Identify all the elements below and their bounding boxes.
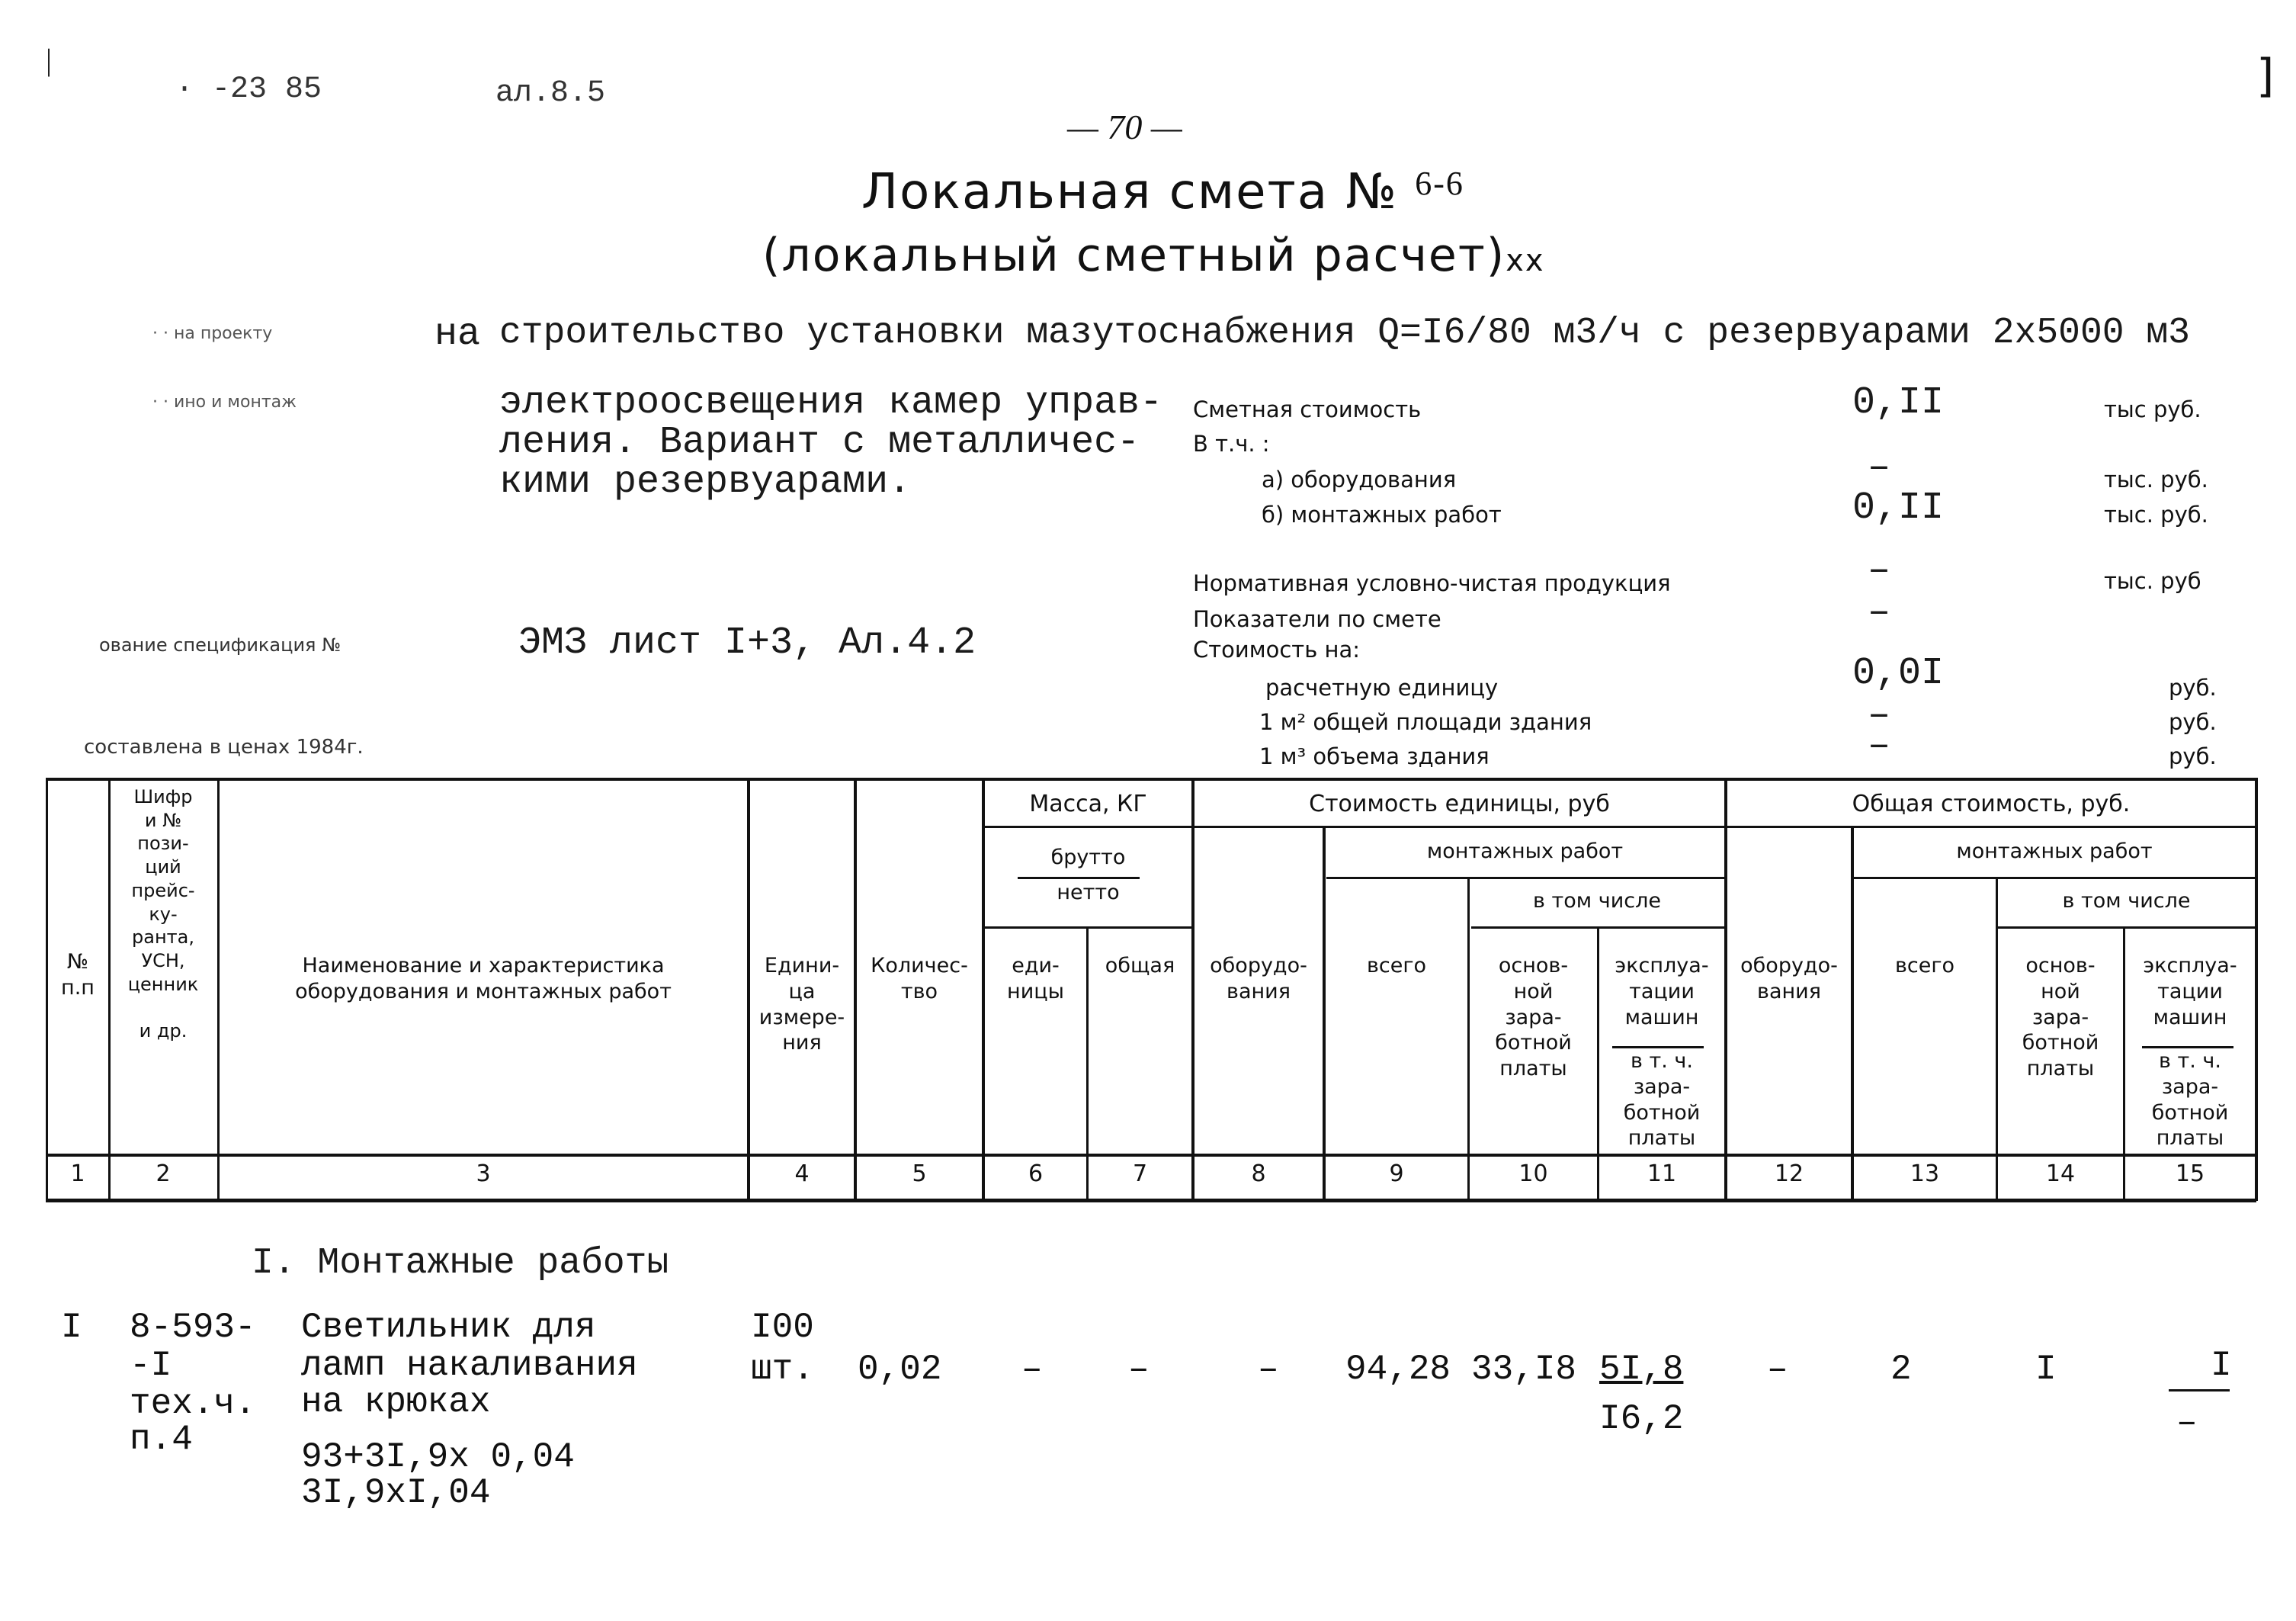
object-label: · · на проекту xyxy=(152,324,273,343)
volume-label: 1 м³ объема здания xyxy=(1259,743,1490,769)
right-margin-mark: ] xyxy=(2256,50,2275,103)
row-name-line: на крюках xyxy=(301,1382,491,1422)
col-number: 1 xyxy=(70,1160,85,1187)
col-header-mass-unit: еди- ницы xyxy=(1007,954,1064,1003)
row-formula-line: 93+3I,9x 0,04 xyxy=(301,1437,575,1477)
col-header-no: № п.п xyxy=(61,950,95,1000)
col-header-mass-total: общая xyxy=(1105,954,1175,977)
area-label: 1 м² общей площади здания xyxy=(1259,709,1592,735)
row-quantity: 0,02 xyxy=(858,1350,942,1389)
row-machines-unit: 5I,8 xyxy=(1599,1350,1684,1389)
estimated-cost-label: Сметная стоимость xyxy=(1193,396,1422,422)
equipment-label: а) оборудования xyxy=(1262,467,1457,493)
specification-label: ованиe спецификация № xyxy=(99,634,342,656)
col-header-machines-wage-unit: в т. ч. зара- ботной платы xyxy=(1623,1049,1701,1151)
total-cost-header: Общая стоимость, руб. xyxy=(1852,791,2131,817)
row-name-line: Светильник для xyxy=(301,1308,596,1347)
row-machines-wage-unit: I6,2 xyxy=(1599,1399,1684,1439)
specification-value: ЭМЗ лист I+3, Ал.4.2 xyxy=(518,621,976,665)
row-code-line: 8-593- xyxy=(130,1308,256,1347)
incl-header-unit: в том числе xyxy=(1533,889,1661,913)
col-header-machines-total: эксплуа- тации машин xyxy=(2143,954,2237,1029)
col-number: 14 xyxy=(2045,1160,2076,1187)
row-code-line: п.4 xyxy=(130,1420,193,1459)
work-label: · · ино и монтаж xyxy=(152,393,297,412)
area-value: – xyxy=(1868,694,1891,737)
indicators-label: Показатели по смете xyxy=(1193,606,1441,632)
col-number: 6 xyxy=(1028,1160,1044,1187)
col-number: 12 xyxy=(1774,1160,1804,1187)
col-number: 9 xyxy=(1389,1160,1404,1187)
row-number: I xyxy=(61,1308,82,1347)
estimate-number: 6-6 xyxy=(1415,165,1464,202)
installation-value: 0,II xyxy=(1852,486,1945,530)
col-number: 8 xyxy=(1251,1160,1266,1187)
row-total-total: 2 xyxy=(1890,1350,1912,1389)
unit-cost-header: Стоимость единицы, руб xyxy=(1309,791,1610,817)
row-code-line: тех.ч. xyxy=(130,1384,256,1424)
row-mass-total: – xyxy=(1128,1350,1150,1389)
col-number: 11 xyxy=(1647,1160,1677,1187)
col-number: 3 xyxy=(476,1160,491,1187)
normative-unit: тыс. руб xyxy=(2104,568,2201,594)
incl-header-total: в том числе xyxy=(2062,889,2191,913)
installation-label: б) монтажных работ xyxy=(1262,502,1502,528)
fraction-line xyxy=(2169,1389,2230,1391)
area-unit: руб. xyxy=(2169,709,2217,735)
col-number: 13 xyxy=(1910,1160,1940,1187)
sheet-reference: ал.8.5 xyxy=(495,76,606,111)
unit-cost-unit: руб. xyxy=(2169,675,2217,701)
row-wage-total: I xyxy=(2035,1350,2057,1389)
row-machines-wage-total: – xyxy=(2176,1403,2198,1443)
brutto-header: брутто xyxy=(1050,846,1126,869)
indicators-value: – xyxy=(1868,591,1891,634)
installation-header-unit: монтажных работ xyxy=(1426,839,1624,863)
left-margin-mark: | xyxy=(46,43,53,77)
row-total-unit: 94,28 xyxy=(1345,1350,1451,1389)
normative-value: – xyxy=(1868,549,1891,592)
installation-unit: тыс. руб. xyxy=(2104,502,2208,528)
object-prefix: на xyxy=(435,313,481,356)
normative-label: Нормативная условно-чистая продукция xyxy=(1193,570,1671,596)
col-header-equip-unit: оборудо- вания xyxy=(1210,954,1307,1003)
section-title: I. Монтажные работы xyxy=(252,1243,669,1284)
col-header-wage-total: основ- ной зара- ботной платы xyxy=(2022,954,2099,1080)
netto-header: нетто xyxy=(1057,881,1120,904)
col-header-qty: Количес- тво xyxy=(871,954,968,1003)
cost-per-label: Стоимость на: xyxy=(1193,637,1361,663)
col-number: 4 xyxy=(794,1160,810,1187)
col-number: 7 xyxy=(1132,1160,1148,1187)
col-number: 15 xyxy=(2175,1160,2205,1187)
col-header-total-unit: всего xyxy=(1366,954,1427,977)
col-header-code: Шифр и № пози- ций прейс- ку- ранта, УСН, ценник и др. xyxy=(127,786,199,1042)
work-line-1: электроосвещения камер управ- xyxy=(499,381,1163,425)
row-unit-line: I00 xyxy=(751,1308,814,1347)
row-name-line: ламп накаливания xyxy=(301,1346,638,1385)
col-header-total-total: всего xyxy=(1894,954,1955,977)
subtitle-overtype: xx xyxy=(1506,243,1545,278)
estimated-cost-value: 0,II xyxy=(1852,381,1945,425)
col-header-unit: Едини- ца измере- ния xyxy=(758,954,845,1055)
row-equip-total: – xyxy=(1767,1350,1788,1389)
subtitle-text: (локальный сметный расчет) xyxy=(762,229,1506,282)
row-machines-total: I xyxy=(2211,1346,2232,1385)
col-header-equip-total: оборудо- вания xyxy=(1740,954,1838,1003)
mass-header: Масса, КГ xyxy=(1029,791,1147,817)
row-formula-line: 3I,9xI,04 xyxy=(301,1473,491,1513)
installation-header-total: монтажных работ xyxy=(1956,839,2153,863)
col-number: 2 xyxy=(156,1160,171,1187)
row-wage-unit: 33,I8 xyxy=(1471,1350,1577,1389)
col-number: 10 xyxy=(1518,1160,1548,1187)
col-number: 5 xyxy=(912,1160,927,1187)
row-equip-unit: – xyxy=(1258,1350,1279,1389)
col-header-machines-unit: эксплуа- тации машин xyxy=(1615,954,1709,1029)
work-line-3: кими резервуарами. xyxy=(499,461,912,504)
equipment-unit: тыс. руб. xyxy=(2104,467,2208,493)
estimated-cost-unit: тыс руб. xyxy=(2104,396,2201,422)
page-title xyxy=(861,164,1464,220)
prices-label: составлена в ценах 1984г. xyxy=(84,736,364,759)
row-unit-line: шт. xyxy=(751,1350,814,1389)
col-header-machines-wage-total: в т. ч. зара- ботной платы xyxy=(2151,1049,2229,1151)
work-line-2: ления. Вариант с металличес- xyxy=(499,421,1140,464)
title-text: Локальная смета № xyxy=(861,164,1398,220)
unit-cost-value: 0,0I xyxy=(1852,652,1945,695)
row-code-line: -I xyxy=(130,1346,172,1385)
page-subtitle xyxy=(762,229,1545,282)
object-value: строительство установки мазутоснабжения Q=I6/80 м3/ч с резервуарами 2x5000 м3 xyxy=(499,313,2190,354)
page-number: — 70 — xyxy=(1067,108,1182,146)
unit-cost-label: расчетную единицу xyxy=(1265,675,1499,701)
col-header-name: Наименование и характеристика оборудования и монтажных работ xyxy=(295,954,672,1003)
col-header-wage-unit: основ- ной зара- ботной платы xyxy=(1495,954,1572,1080)
row-mass-unit: – xyxy=(1021,1350,1043,1389)
equipment-value: – xyxy=(1868,446,1891,490)
volume-unit: руб. xyxy=(2169,743,2217,769)
including-label: В т.ч. : xyxy=(1193,431,1270,457)
document-code: · -23 85 xyxy=(175,72,322,107)
volume-value: – xyxy=(1868,724,1891,768)
